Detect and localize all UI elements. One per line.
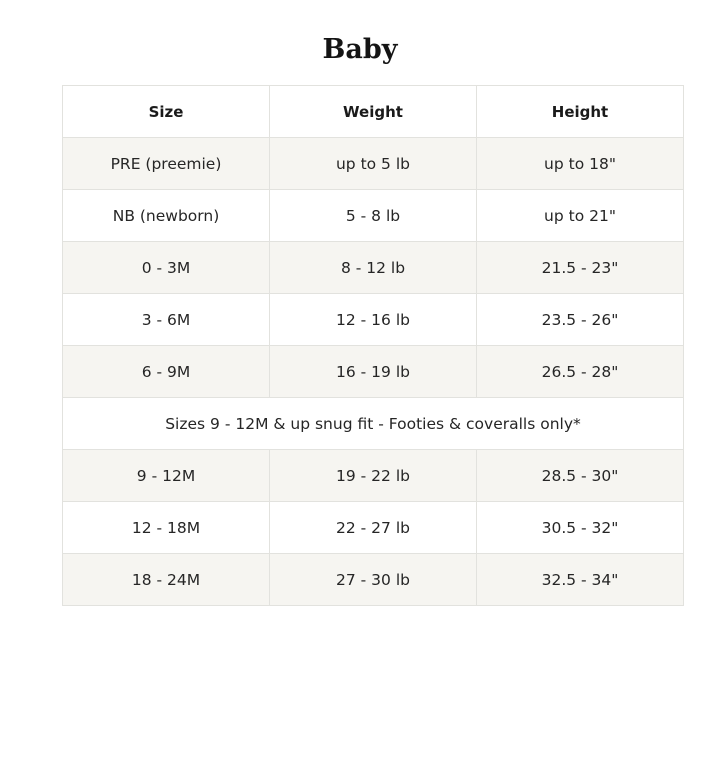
table-row <box>63 242 684 294</box>
height-cell: 32.5 - 34" <box>477 554 684 606</box>
page-title: Baby <box>322 34 398 65</box>
weight-cell: 22 - 27 lb <box>270 502 477 554</box>
table-row <box>63 138 684 190</box>
table-row <box>63 450 684 502</box>
size-cell: 18 - 24M <box>63 554 270 606</box>
height-cell: up to 21" <box>477 190 684 242</box>
table-row <box>63 554 684 606</box>
height-cell: up to 18" <box>477 138 684 190</box>
table-row <box>63 294 684 346</box>
height-cell: 28.5 - 30" <box>477 450 684 502</box>
height-cell: 23.5 - 26" <box>477 294 684 346</box>
column-header-height: Height <box>477 86 684 138</box>
size-cell: 6 - 9M <box>63 346 270 398</box>
height-cell: 21.5 - 23" <box>477 242 684 294</box>
height-cell: 26.5 - 28" <box>477 346 684 398</box>
snug-fit-note: Sizes 9 - 12M & up snug fit - Footies & coveralls only* <box>63 398 684 450</box>
size-cell: 12 - 18M <box>63 502 270 554</box>
height-cell: 30.5 - 32" <box>477 502 684 554</box>
size-cell: NB (newborn) <box>63 190 270 242</box>
table-row <box>63 190 684 242</box>
column-header-size: Size <box>63 86 270 138</box>
table-row <box>63 346 684 398</box>
weight-cell: 5 - 8 lb <box>270 190 477 242</box>
table-header-row <box>63 86 684 138</box>
table-row <box>63 502 684 554</box>
size-cell: PRE (preemie) <box>63 138 270 190</box>
weight-cell: 19 - 22 lb <box>270 450 477 502</box>
weight-cell: 8 - 12 lb <box>270 242 477 294</box>
weight-cell: 12 - 16 lb <box>270 294 477 346</box>
table-note-row <box>63 398 684 450</box>
size-cell: 9 - 12M <box>63 450 270 502</box>
size-chart-table <box>62 85 684 606</box>
column-header-weight: Weight <box>270 86 477 138</box>
size-cell: 3 - 6M <box>63 294 270 346</box>
weight-cell: 16 - 19 lb <box>270 346 477 398</box>
weight-cell: 27 - 30 lb <box>270 554 477 606</box>
size-cell: 0 - 3M <box>63 242 270 294</box>
weight-cell: up to 5 lb <box>270 138 477 190</box>
